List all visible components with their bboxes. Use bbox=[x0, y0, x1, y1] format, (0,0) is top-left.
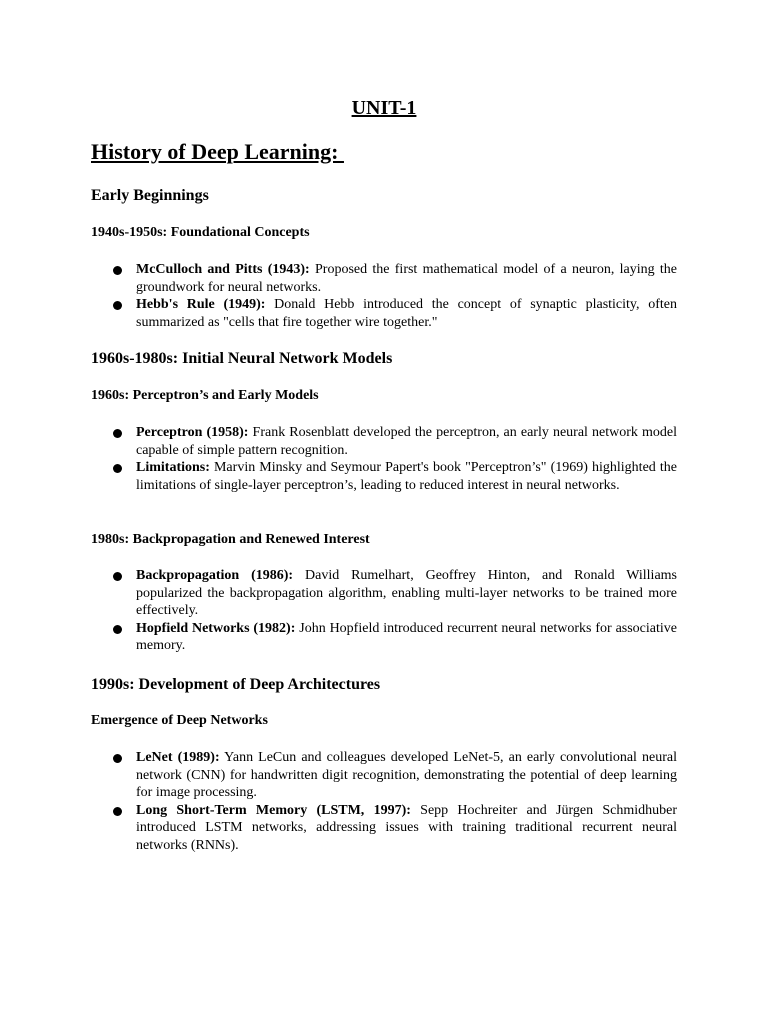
bullet-icon bbox=[113, 754, 122, 763]
list-item bbox=[91, 620, 677, 655]
list-item-term: McCulloch and Pitts (1943): bbox=[136, 262, 310, 277]
bullet-list-deep-networks bbox=[91, 749, 677, 855]
section-heading-deep-architectures: 1990s: Development of Deep Architectures bbox=[91, 676, 381, 693]
list-item-text: Marvin Minsky and Seymour Papert's book "Perceptron’s" (1969) highlighted the limitations of single-layer perceptron’s, leading to reduced interest in neural networks. bbox=[136, 460, 677, 493]
list-item-term: Backpropagation (1986): bbox=[136, 568, 294, 583]
list-item-text: John Hopfield introduced recurrent neural networks for associative memory. bbox=[136, 620, 677, 654]
bullet-icon bbox=[113, 572, 122, 581]
list-item-term: Perceptron (1958): bbox=[136, 425, 249, 440]
list-item-term: Hebb's Rule (1949): bbox=[136, 297, 266, 313]
bullet-icon bbox=[113, 266, 122, 275]
bullet-list-backpropagation bbox=[91, 567, 677, 655]
subsection-heading-foundational-concepts: 1940s-1950s: Foundational Concepts bbox=[91, 225, 310, 240]
bullet-list-perceptrons bbox=[91, 424, 677, 494]
unit-heading: UNIT-1 bbox=[351, 97, 417, 119]
subsection-heading-perceptrons: 1960s: Perceptron’s and Early Models bbox=[91, 388, 319, 403]
bullet-list-foundational bbox=[91, 261, 677, 331]
list-item bbox=[91, 567, 677, 620]
list-item bbox=[91, 459, 677, 494]
subsection-heading-backpropagation: 1980s: Backpropagation and Renewed Interest bbox=[91, 532, 370, 547]
bullet-icon bbox=[113, 807, 122, 816]
list-item-term: Long Short-Term Memory (LSTM, 1997): bbox=[136, 802, 411, 818]
list-item-term: Limitations: bbox=[136, 460, 210, 476]
list-item bbox=[91, 749, 677, 802]
bullet-icon bbox=[113, 429, 122, 438]
bullet-icon bbox=[113, 625, 122, 634]
list-item-text: Proposed the first mathematical model of a neuron, laying the groundwork for neural networks. bbox=[136, 262, 677, 295]
subsection-heading-deep-networks: Emergence of Deep Networks bbox=[91, 713, 268, 728]
list-item bbox=[91, 802, 677, 855]
list-item-term: Hopfield Networks (1982): bbox=[136, 620, 296, 636]
list-item bbox=[91, 296, 677, 331]
list-item bbox=[91, 424, 677, 459]
bullet-icon bbox=[113, 464, 122, 473]
bullet-icon bbox=[113, 301, 122, 310]
list-item-text: Frank Rosenblatt developed the perceptron, an early neural network model capable of simple pattern recognition. bbox=[136, 425, 677, 458]
section-heading-initial-models: 1960s-1980s: Initial Neural Network Models bbox=[91, 350, 393, 367]
list-item bbox=[91, 261, 677, 296]
list-item-term: LeNet (1989): bbox=[136, 750, 220, 765]
list-item-text: Yann LeCun and colleagues developed LeNet-5, an early convolutional neural network (CNN) for handwritten digit recognition, demonstrating the potential of deep learning for image processing. bbox=[136, 750, 677, 801]
list-item-text: David Rumelhart, Geoffrey Hinton, and Ronald Williams popularized the backpropagation algorithm, enabling multi-layer networks to be trained more effectively. bbox=[136, 568, 677, 619]
list-item-text: Sepp Hochreiter and Jürgen Schmidhuber introduced LSTM networks, addressing issues with training traditional recurrent neural networks (RNNs). bbox=[136, 802, 678, 853]
document-title: History of Deep Learning: bbox=[91, 139, 344, 164]
list-item-text: Donald Hebb introduced the concept of synaptic plasticity, often summarized as "cells that fire together wire together." bbox=[136, 297, 678, 330]
section-heading-early-beginnings: Early Beginnings bbox=[91, 187, 209, 204]
